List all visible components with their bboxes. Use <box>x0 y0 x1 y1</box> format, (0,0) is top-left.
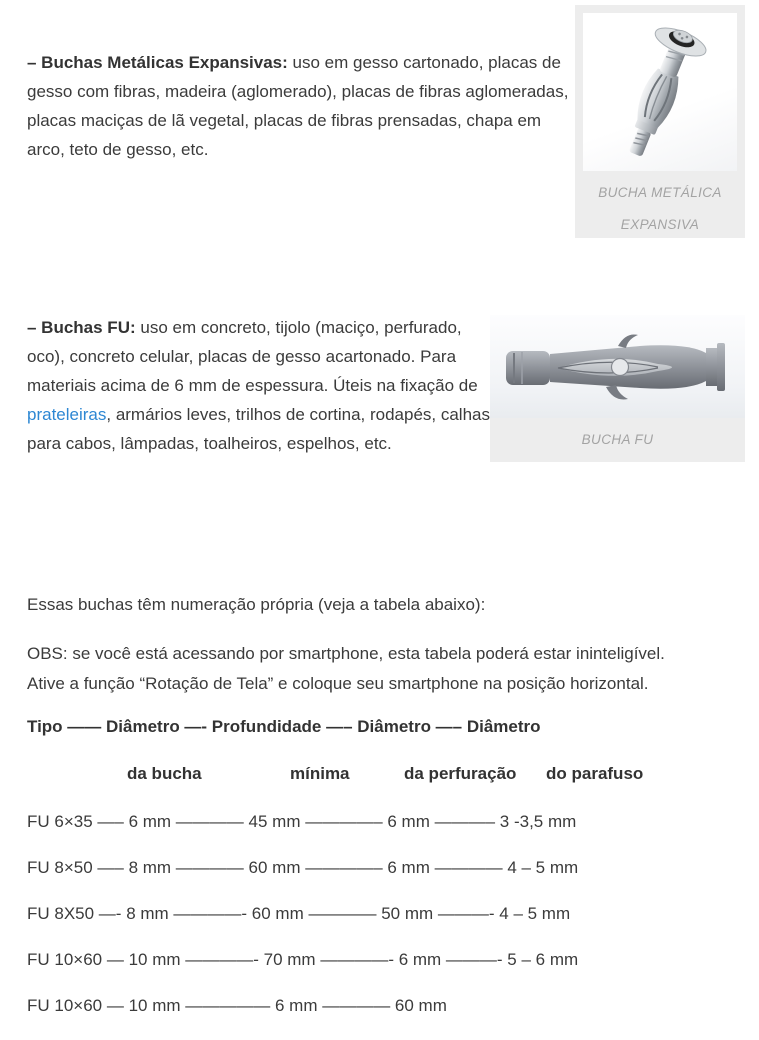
figure-caption-bucha-fu <box>490 418 745 462</box>
buchas-fu-lead: – Buchas FU: <box>27 318 136 337</box>
metal-anchor-illustration <box>583 13 737 171</box>
paragraph-buchas-fu <box>27 313 493 458</box>
figure-bucha-fu <box>490 315 745 462</box>
plastic-anchor-illustration <box>490 315 745 418</box>
buchas-metalicas-lead: – Buchas Metálicas Expansivas: <box>27 53 288 72</box>
caption-line-2: EXPANSIVA <box>620 217 700 232</box>
header-minima: mínima <box>290 764 350 783</box>
table-row-fu-10x60: FU 10×60 — 10 mm ————- 70 mm ————- 6 mm ———- 5 – 6 mm <box>27 950 579 969</box>
bucha-fu-photo <box>490 315 745 418</box>
numbering-note: Essas buchas têm numeração própria (veja a tabela abaixo): <box>27 595 486 614</box>
table-row-fu-10x60-b: FU 10×60 — 10 mm ————— 6 mm ———— 60 mm <box>27 996 447 1015</box>
table-row-fu-6x35: FU 6×35 —– 6 mm ———— 45 mm ————– 6 mm ———– 3 -3,5 mm <box>27 812 577 831</box>
smartphone-obs-note <box>27 639 751 699</box>
header-do-parafuso: do parafuso <box>546 764 644 783</box>
figure-caption-bucha-metalica <box>575 177 745 241</box>
header-da-perfuracao: da perfuração <box>404 764 517 783</box>
obs-line-2: Ative a função “Rotação de Tela” e coloque seu smartphone na posição horizontal. <box>27 674 649 693</box>
table-header-row-2 <box>0 759 759 788</box>
header-da-bucha: da bucha <box>127 764 202 783</box>
buchas-metalicas-body: uso em gesso cartonado, placas de gesso com fibras, madeira (aglomerado), placas de fibras aglomeradas, placas maciças de lã vegetal, placas de fibras prensadas, chapa em arco, teto de gesso, etc. <box>27 53 569 159</box>
table-row-fu-8x50-b: FU 8X50 —- 8 mm ————- 60 mm ———— 50 mm ———- 4 – 5 mm <box>27 904 571 923</box>
table-header-row-1: Tipo —— Diâmetro —- Profundidade —– Diâmetro —– Diâmetro <box>27 717 541 736</box>
prateleiras-link[interactable]: prateleiras <box>27 405 107 424</box>
caption-bucha-fu: BUCHA FU <box>581 432 654 447</box>
paragraph-buchas-metalicas <box>27 48 572 164</box>
obs-line-1: OBS: se você está acessando por smartphone, esta tabela poderá estar ininteligível. <box>27 644 665 663</box>
bucha-metalica-photo <box>583 13 737 171</box>
buchas-fu-body-before-link: uso em concreto, tijolo (maciço, perfurado, oco), concreto celular, placas de gesso acartonado. Para materiais acima de 6 mm de espessura. Úteis na fixação de <box>27 318 478 395</box>
figure-bucha-metalica <box>575 5 745 238</box>
table-row-fu-8x50: FU 8×50 —– 8 mm ———— 60 mm ————– 6 mm ———— 4 – 5 mm <box>27 858 579 877</box>
buchas-fu-body-after-link: , armários leves, trilhos de cortina, rodapés, calhas para cabos, lâmpadas, toalheiros, espelhos, etc. <box>27 405 490 453</box>
caption-line-1: BUCHA METÁLICA <box>598 185 722 200</box>
